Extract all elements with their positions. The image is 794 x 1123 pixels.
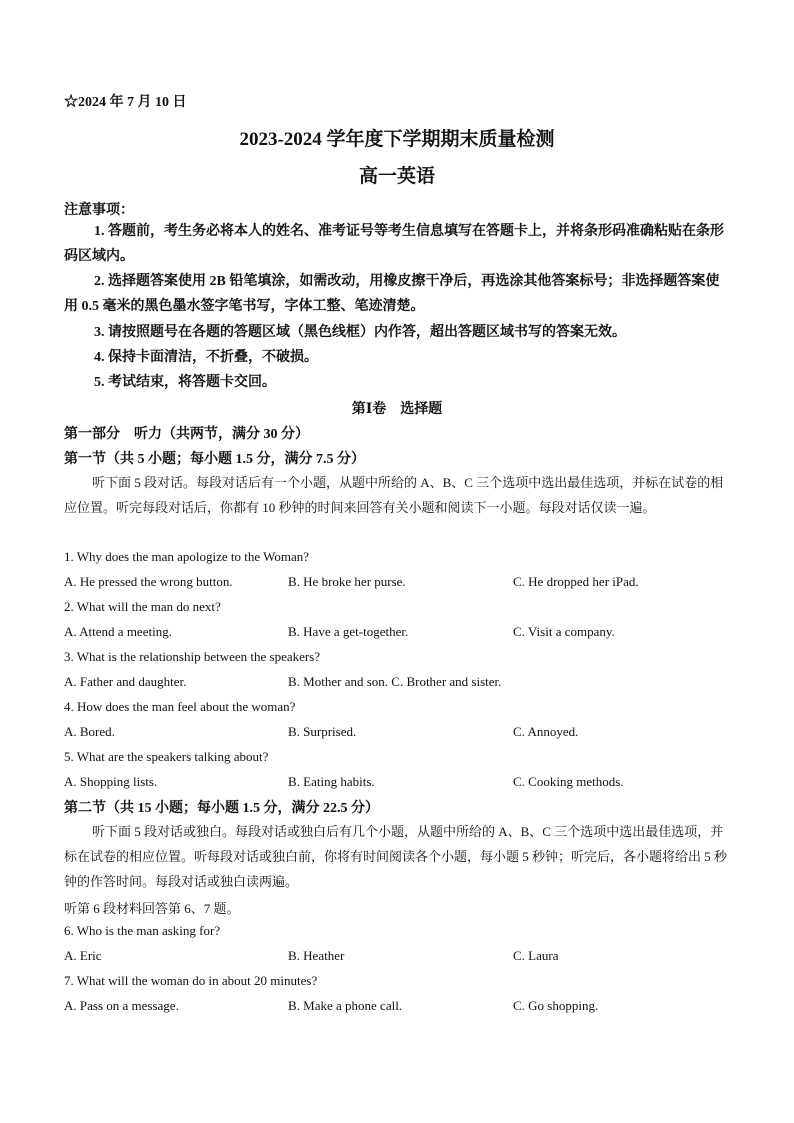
- q4-option-c: C. Annoyed.: [513, 724, 579, 739]
- q3-option-a: A. Father and daughter.: [64, 674, 187, 689]
- part1-heading: 第一部分 听力（共两节，满分 30 分）: [64, 427, 309, 442]
- notice-item-4: 4. 保持卡面清洁，不折叠，不破损。: [94, 350, 318, 365]
- q4-option-b: B. Surprised.: [288, 724, 357, 739]
- q2-option-b: B. Have a get-together.: [288, 624, 409, 639]
- exam-subject: 高一英语: [358, 166, 435, 187]
- q1-option-c: C. He dropped her iPad.: [513, 574, 639, 589]
- q7-option-b: B. Make a phone call.: [288, 998, 403, 1013]
- q7-option-a: A. Pass on a message.: [64, 998, 179, 1013]
- material-note: 听第 6 段材料回答第 6、7 题。: [64, 901, 240, 916]
- section1-instructions: 听下面 5 段对话。每段对话后有一个小题，从题中所给的 A、B、C 三个选项中选出最佳选项，并标在试卷的相应位置。听完每段对话后，你都有 10 秒钟的时间来回答有关小题和阅读下一小题。每段对话仅读一遍。: [64, 475, 724, 515]
- exam-title: 2023-2024 学年度下学期期末质量检测: [239, 129, 555, 150]
- q6-option-c: C. Laura: [513, 948, 559, 963]
- question-4: 4. How does the man feel about the woman?: [64, 699, 296, 714]
- notice-item-5: 5. 考试结束，将答题卡交回。: [94, 375, 276, 390]
- q2-option-a: A. Attend a meeting.: [64, 624, 172, 639]
- question-2: 2. What will the man do next?: [64, 599, 221, 614]
- q1-option-b: B. He broke her purse.: [288, 574, 406, 589]
- q5-option-c: C. Cooking methods.: [513, 774, 624, 789]
- q2-option-c: C. Visit a company.: [513, 624, 615, 639]
- question-5: 5. What are the speakers talking about?: [64, 749, 269, 764]
- notice-item-3: 3. 请按照题号在各题的答题区域（黑色线框）内作答，超出答题区域书写的答案无效。: [94, 325, 626, 340]
- q3-option-b: B. Mother and son. C. Brother and sister.: [288, 674, 502, 689]
- q6-option-b: B. Heather: [288, 948, 345, 963]
- question-7: 7. What will the woman do in about 20 minutes?: [64, 973, 318, 988]
- q7-option-c: C. Go shopping.: [513, 998, 599, 1013]
- question-1: 1. Why does the man apologize to the Woman?: [64, 549, 310, 564]
- exam-date: ☆2024 年 7 月 10 日: [64, 95, 187, 110]
- question-6: 6. Who is the man asking for?: [64, 923, 221, 938]
- section2-heading: 第二节（共 15 小题；每小题 1.5 分，满分 22.5 分）: [64, 801, 379, 816]
- q5-option-a: A. Shopping lists.: [64, 774, 158, 789]
- q6-option-a: A. Eric: [64, 948, 102, 963]
- notice-heading: 注意事项：: [64, 203, 134, 218]
- volume-title: 第Ⅰ卷 选择题: [351, 402, 443, 417]
- q1-option-a: A. He pressed the wrong button.: [64, 574, 233, 589]
- section2-instructions: 听下面 5 段对话或独白。每段对话或独白后有几个小题，从题中所给的 A、B、C 三个选项中选出最佳选项，并标在试卷的相应位置。听每段对话或独白前，你将有时间阅读各个小题，每小题 5 秒钟；听完后，各小题将给出 5 秒钟的作答时间。每段对话或独白读两遍。: [64, 824, 728, 889]
- notice-item-1: 1. 答题前，考生务必将本人的姓名、准考证号等考生信息填写在答题卡上，并将条形码准确粘贴在条形码区域内。: [64, 224, 724, 264]
- notice-item-2: 2. 选择题答案使用 2B 铅笔填涂，如需改动，用橡皮擦干净后，再选涂其他答案标号；非选择题答案使用 0.5 毫米的黑色墨水签字笔书写，字体工整、笔迹清楚。: [64, 274, 720, 314]
- question-3: 3. What is the relationship between the speakers?: [64, 649, 321, 664]
- q5-option-b: B. Eating habits.: [288, 774, 375, 789]
- section1-heading: 第一节（共 5 小题；每小题 1.5 分，满分 7.5 分）: [64, 452, 365, 467]
- q4-option-a: A. Bored.: [64, 724, 115, 739]
